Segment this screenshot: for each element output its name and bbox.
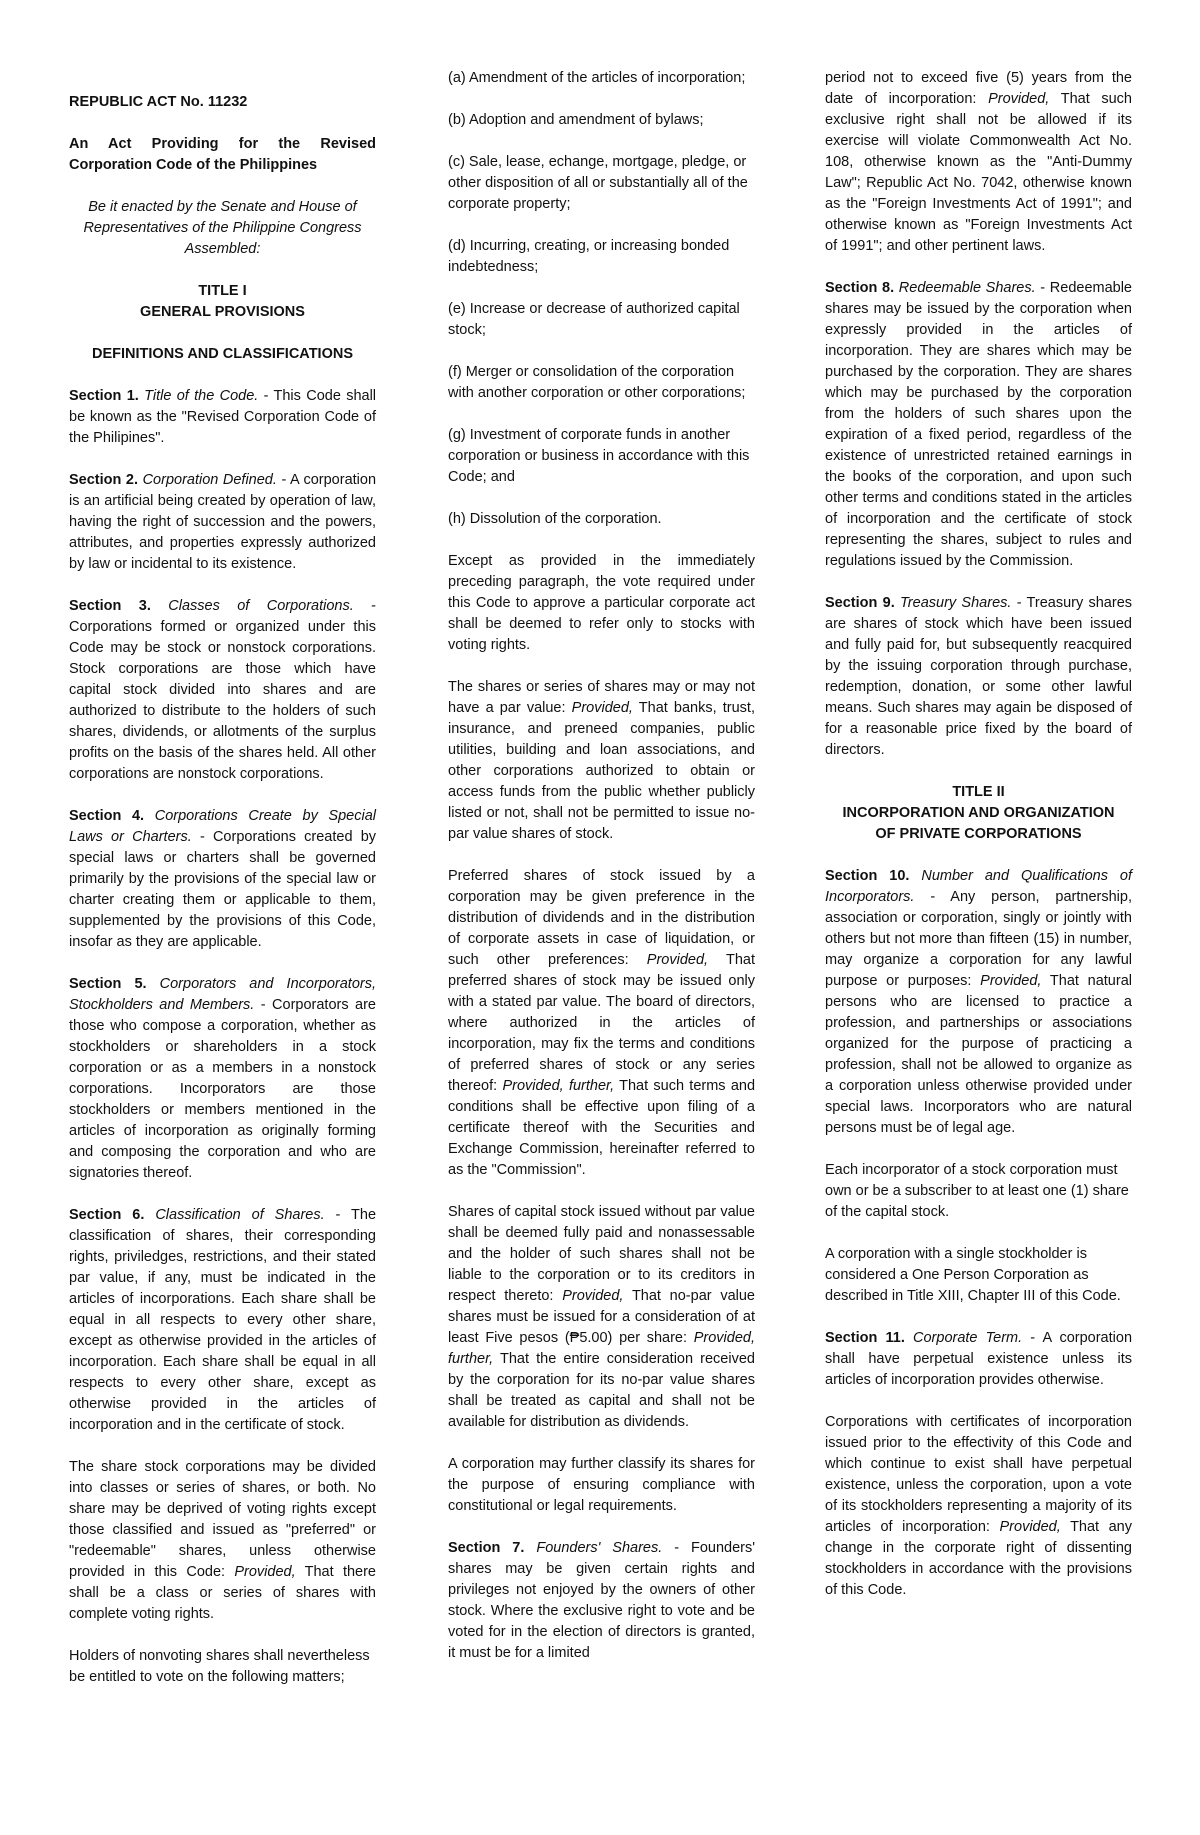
section-title: Corporate Term.	[913, 1330, 1023, 1346]
column-2	[448, 68, 755, 1685]
column-3	[825, 68, 1132, 1622]
list-item-c: (c) Sale, lease, echange, mortgage, pledge, or other disposition of all or substantially all of the corporate property;	[448, 154, 748, 212]
section-5	[69, 974, 376, 1184]
list-item-a: (a) Amendment of the articles of incorporation;	[448, 70, 746, 86]
section-text: - Corporations created by special laws or charters shall be governed primarily by the provisions of the special law or charter creating them or applicable to them, supplemented by the provisions of this Code, insofar as they are applicable.	[69, 829, 377, 950]
section-3	[69, 596, 376, 785]
section-10-paragraph-3: A corporation with a single stockholder is considered a One Person Corporation as described in Title XIII, Chapter III of this Code.	[825, 1246, 1121, 1304]
section-1	[69, 386, 376, 449]
section-text: - A corporation is an artificial being created by operation of law, having the right of succession and the powers, attributes, and properties expressly authorized by law or incidental to its existence.	[69, 472, 377, 572]
proviso: Provided,	[571, 700, 633, 716]
list-item-f: (f) Merger or consolidation of the corporation with another corporation or other corporations;	[448, 364, 746, 401]
section-title: Corporators and Incorporators, Stockholders and Members.	[69, 976, 377, 1013]
section-text: - A corporation shall have perpetual existence unless its articles of incorporation provides otherwise.	[825, 1330, 1133, 1388]
section-title: Redeemable Shares.	[898, 280, 1036, 296]
definitions-heading: DEFINITIONS AND CLASSIFICATIONS	[92, 346, 353, 362]
section-title: Classification of Shares.	[155, 1207, 325, 1223]
paragraph-text: That banks, trust, insurance, and preneed companies, public utilities, building and loan associations, and other corporations authorized to obtain or access funds from the public whether publicly listed or not, shall not be permitted to issue no-par value shares of stock.	[448, 700, 755, 842]
section-label: Section 2.	[69, 472, 139, 488]
paragraph-text: That there shall be a class or series of shares with complete voting rights.	[69, 1564, 376, 1622]
proviso: Provided,	[562, 1288, 624, 1304]
list-item-h: (h) Dissolution of the corporation.	[448, 511, 662, 527]
title-2-name-line-2: OF PRIVATE CORPORATIONS	[875, 826, 1082, 842]
section-label: Section 1.	[69, 388, 139, 404]
paragraph-classify: A corporation may further classify its shares for the purpose of ensuring compliance with constitutional or legal requirements.	[448, 1456, 755, 1514]
enacting-clause: Be it enacted by the Senate and House of Representatives of the Philippine Congress Assembled:	[83, 199, 362, 257]
paragraph-preferred	[448, 866, 755, 1181]
section-text: - Founders' shares may be given certain rights and privileges not enjoyed by the owners of other stock. Where the exclusive right to vote and be voted for in the election of directors is granted, it must be for a limited	[448, 1540, 756, 1661]
paragraph-text: That preferred shares of stock may be issued only with a stated par value. The board of directors, where authorized in the articles of incorporation, may fix the terms and conditions of preferred shares of stock or any series thereof:	[448, 952, 755, 1094]
section-label: Section 9.	[825, 595, 895, 611]
section-11	[825, 1328, 1132, 1391]
section-text: That natural persons who are licensed to practice a profession, and partnerships or associations organized for the purpose of practicing a profession, shall not be allowed to organize as a corporation unless otherwise provided under special laws. Incorporators who are natural persons must be of legal age.	[825, 973, 1132, 1136]
section-6-paragraph-3: Holders of nonvoting shares shall nevertheless be entitled to vote on the following matters;	[69, 1648, 370, 1685]
section-title: Classes of Corporations.	[168, 598, 354, 614]
paragraph-par-value	[448, 677, 755, 845]
section-text: - Redeemable shares may be issued by the corporation when expressly provided in the articles of incorporation. They are shares which may be purchased by the corporation. They are shares which may be purchased by the corporation from the holders of such shares upon the expiration of a fixed period, regardless of the existence of unrestricted retained earnings in the books of the corporation, and upon such other terms and conditions stated in the articles of incorporation and the certificate of stock representing the shares, subject to rules and regulations issued by the Commission.	[825, 280, 1132, 569]
list-item-e: (e) Increase or decrease of authorized capital stock;	[448, 301, 740, 338]
paragraph-no-par	[448, 1202, 755, 1433]
section-4	[69, 806, 376, 953]
act-number: REPUBLIC ACT No. 11232	[69, 94, 248, 110]
section-text: - Treasury shares are shares of stock which have been issued and fully paid for, but subsequently reacquired by the issuing corporation through purchase, redemption, donation, or some other lawful means. Such shares may again be disposed of for a reasonable price fixed by the board of directors.	[825, 595, 1133, 758]
section-7-continued	[825, 68, 1132, 257]
section-title: Number and Qualifications of Incorporators.	[825, 868, 1133, 905]
list-item-g: (g) Investment of corporate funds in another corporation or business in accordance with this Code; and	[448, 427, 750, 485]
section-text: That such exclusive right shall not be allowed if its exercise will violate Commonwealth Act No. 108, otherwise known as the "Anti-Dummy Law"; Republic Act No. 7042, otherwise known as the "Foreign Investments Act of 1991"; and otherwise known as "Foreign Investments Act of 1991"; and other pertinent laws.	[825, 91, 1132, 254]
proviso: Provided,	[234, 1564, 296, 1580]
title-2-name-line-1: INCORPORATION AND ORGANIZATION	[842, 805, 1115, 821]
proviso: Provided,	[980, 973, 1042, 989]
section-text: That any change in the corporate right of dissenting stockholders in accordance with the provisions of this Code.	[825, 1519, 1132, 1598]
paragraph-text: That the entire consideration received by the corporation for its no-par value shares shall be treated as capital and shall not be available for distribution as dividends.	[448, 1351, 755, 1430]
section-label: Section 10.	[825, 868, 910, 884]
paragraph-text: That such terms and conditions shall be effective upon filing of a certificate thereof with the Securities and Exchange Commission, hereinafter referred to as the "Commission".	[448, 1078, 756, 1178]
section-text: - This Code shall be known as the "Revised Corporation Code of the Philipines".	[69, 388, 377, 446]
section-11-paragraph-2	[825, 1412, 1132, 1601]
act-title: An Act Providing for the Revised Corporation Code of the Philippines	[69, 136, 376, 173]
title-2-heading: TITLE II	[952, 784, 1005, 800]
section-2	[69, 470, 376, 575]
section-text: - Corporators are those who compose a corporation, whether as stockholders or shareholders in a stock corporation or as a members in a nonstock corporations. Incorporators are those stockholders or members mentioned in the articles of incorporation as originally forming and composing the corporation and who are signatories thereof.	[69, 997, 376, 1181]
section-6	[69, 1205, 376, 1436]
title-1-name: GENERAL PROVISIONS	[140, 304, 305, 320]
list-item-d: (d) Incurring, creating, or increasing bonded indebtedness;	[448, 238, 730, 275]
section-8	[825, 278, 1132, 572]
section-text: - Any person, partnership, association or corporation, singly or jointly with others but not more than fifteen (15) in number, may organize a corporation for any lawful purpose or purposes:	[825, 889, 1132, 989]
proviso: Provided,	[988, 91, 1050, 107]
paragraph-text: That no-par value shares must be issued for a consideration of at least Five pesos (₱5.00) per share:	[448, 1288, 755, 1346]
section-label: Section 6.	[69, 1207, 145, 1223]
title-1-heading: TITLE I	[198, 283, 247, 299]
proviso: Provided,	[646, 952, 709, 968]
paragraph-except: Except as provided in the immediately preceding paragraph, the vote required under this Code to approve a particular corporate act shall be deemed to refer only to stocks with voting rights.	[448, 553, 755, 653]
proviso: Provided, further,	[502, 1078, 615, 1094]
section-text: - Corporations formed or organized under this Code may be stock or nonstock corporations. Stock corporations are those which have capital stock divided into shares and are authorized to distribute to the holders of such shares, dividends, or allotments of the surplus profits on the basis of the shares held. All other corporations are nonstock corporations.	[69, 598, 377, 782]
section-label: Section 11.	[825, 1330, 905, 1346]
list-item-b: (b) Adoption and amendment of bylaws;	[448, 112, 704, 128]
section-title: Title of the Code.	[144, 388, 259, 404]
section-label: Section 7.	[448, 1540, 525, 1556]
section-label: Section 3.	[69, 598, 151, 614]
section-10-paragraph-2: Each incorporator of a stock corporation must own or be a subscriber to at least one (1) share of the capital stock.	[825, 1162, 1129, 1220]
section-7	[448, 1538, 755, 1664]
paragraph-text: Shares of capital stock issued without par value shall be deemed fully paid and nonassessable and the holder of such shares shall not be liable to the corporation or to its creditors in respect thereto:	[448, 1204, 755, 1304]
section-label: Section 5.	[69, 976, 147, 992]
column-1	[69, 92, 376, 1709]
section-title: Corporation Defined.	[142, 472, 277, 488]
section-label: Section 8.	[825, 280, 895, 296]
section-text: - The classification of shares, their corresponding rights, priviledges, restrictions, and their stated par value, if any, must be indicated in the articles of incorporations. Each share shall be equal in all respects to every other share, except as otherwise provided in the articles of incorporation. Each share shall be equal in all respects to every other share, except as otherwise provided in the articles of incorporation and in the certificate of stock.	[69, 1207, 377, 1433]
paragraph-text: The share stock corporations may be divided into classes or series of shares, or both. No share may be deprived of voting rights except those classified and issued as "preferred" or "redeemable" shares, unless otherwise provided in this Code:	[69, 1459, 376, 1580]
section-6-paragraph-2	[69, 1457, 376, 1625]
section-text: period not to exceed five (5) years from the date of incorporation:	[825, 70, 1132, 107]
section-label: Section 4.	[69, 808, 145, 824]
section-9	[825, 593, 1132, 761]
section-title: Founders' Shares.	[536, 1540, 663, 1556]
proviso: Provided, further,	[448, 1330, 755, 1367]
paragraph-text: Preferred shares of stock issued by a corporation may be given preference in the distribution of dividends and in the distribution of corporate assets in case of liquidation, or such other preferences:	[448, 868, 755, 968]
paragraph-text: The shares or series of shares may or may not have a par value:	[448, 679, 755, 716]
section-title: Corporations Create by Special Laws or Charters.	[69, 808, 376, 845]
proviso: Provided,	[999, 1519, 1061, 1535]
section-10	[825, 866, 1132, 1139]
section-title: Treasury Shares.	[900, 595, 1012, 611]
section-text: Corporations with certificates of incorporation issued prior to the effectivity of this Code and which continue to exist shall have perpetual existence, unless the corporation, upon a vote of its stockholders representing a majority of its articles of incorporation:	[825, 1414, 1132, 1535]
